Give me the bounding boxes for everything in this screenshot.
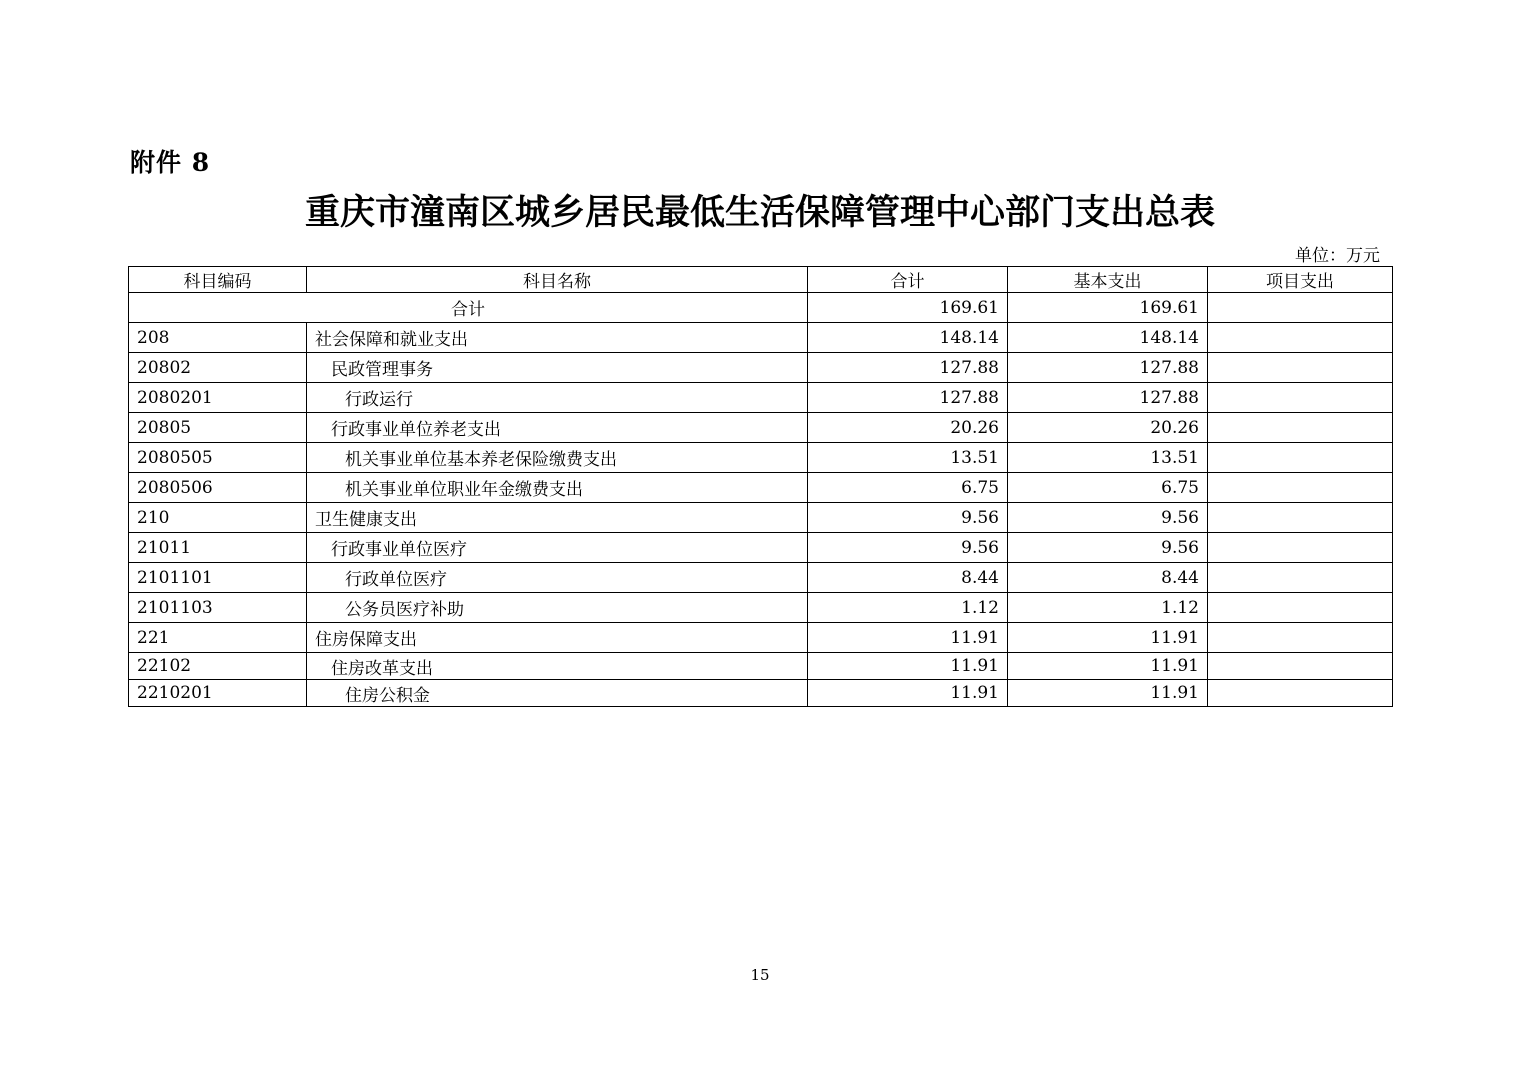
- attachment-label: 附件 8: [130, 148, 211, 177]
- row-project: [1208, 653, 1393, 680]
- row-basic: 127.88: [1008, 353, 1208, 383]
- row-code: 210: [129, 503, 307, 533]
- row-name: 住房改革支出: [307, 653, 808, 680]
- row-code: 2101101: [129, 563, 307, 593]
- table-row: [129, 443, 1393, 473]
- row-project: [1208, 473, 1393, 503]
- row-name: 公务员医疗补助: [307, 593, 808, 623]
- row-total: 11.91: [808, 653, 1008, 680]
- row-project: [1208, 623, 1393, 653]
- row-name: 住房保障支出: [307, 623, 808, 653]
- row-total: 6.75: [808, 473, 1008, 503]
- total-row: [129, 293, 1393, 323]
- table-header-row: [129, 267, 1393, 293]
- row-basic: 9.56: [1008, 533, 1208, 563]
- row-basic: 20.26: [1008, 413, 1208, 443]
- row-code: 2101103: [129, 593, 307, 623]
- row-name: 社会保障和就业支出: [307, 323, 808, 353]
- row-total: 13.51: [808, 443, 1008, 473]
- row-code: 20802: [129, 353, 307, 383]
- row-total: 11.91: [808, 623, 1008, 653]
- row-basic: 6.75: [1008, 473, 1208, 503]
- row-basic: 1.12: [1008, 593, 1208, 623]
- row-total: 8.44: [808, 563, 1008, 593]
- row-total: 9.56: [808, 533, 1008, 563]
- row-project: [1208, 503, 1393, 533]
- row-code: 2080505: [129, 443, 307, 473]
- row-total: 127.88: [808, 353, 1008, 383]
- row-project: [1208, 443, 1393, 473]
- row-basic: 148.14: [1008, 323, 1208, 353]
- total-amount: 169.61: [808, 293, 1008, 323]
- total-project: [1208, 293, 1393, 323]
- row-name: 行政事业单位医疗: [307, 533, 808, 563]
- table-row: [129, 653, 1393, 680]
- row-total: 20.26: [808, 413, 1008, 443]
- row-name: 机关事业单位基本养老保险缴费支出: [307, 443, 808, 473]
- expenditure-table: [128, 266, 1393, 707]
- row-total: 148.14: [808, 323, 1008, 353]
- row-basic: 9.56: [1008, 503, 1208, 533]
- table-row: [129, 473, 1393, 503]
- header-name: 科目名称: [307, 267, 808, 293]
- row-project: [1208, 383, 1393, 413]
- table-row: [129, 383, 1393, 413]
- table-row: [129, 323, 1393, 353]
- row-name: 卫生健康支出: [307, 503, 808, 533]
- row-basic: 11.91: [1008, 623, 1208, 653]
- table-row: [129, 563, 1393, 593]
- row-total: 127.88: [808, 383, 1008, 413]
- row-name: 行政运行: [307, 383, 808, 413]
- header-project: 项目支出: [1208, 267, 1393, 293]
- row-project: [1208, 563, 1393, 593]
- row-name: 民政管理事务: [307, 353, 808, 383]
- table-row: [129, 623, 1393, 653]
- row-code: 22102: [129, 653, 307, 680]
- row-basic: 8.44: [1008, 563, 1208, 593]
- page-title: 重庆市潼南区城乡居民最低生活保障管理中心部门支出总表: [304, 192, 1215, 233]
- row-basic: 11.91: [1008, 680, 1208, 707]
- total-label: 合计: [129, 293, 808, 323]
- row-basic: 127.88: [1008, 383, 1208, 413]
- table-row: [129, 353, 1393, 383]
- table-row: [129, 680, 1393, 707]
- row-total: 11.91: [808, 680, 1008, 707]
- row-name: 行政单位医疗: [307, 563, 808, 593]
- row-project: [1208, 680, 1393, 707]
- row-basic: 13.51: [1008, 443, 1208, 473]
- header-code: 科目编码: [129, 267, 307, 293]
- row-basic: 11.91: [1008, 653, 1208, 680]
- row-code: 208: [129, 323, 307, 353]
- unit-label: 单位：万元: [1295, 246, 1380, 266]
- header-basic: 基本支出: [1008, 267, 1208, 293]
- row-name: 住房公积金: [307, 680, 808, 707]
- row-code: 2080506: [129, 473, 307, 503]
- row-code: 20805: [129, 413, 307, 443]
- row-code: 21011: [129, 533, 307, 563]
- row-code: 2210201: [129, 680, 307, 707]
- row-project: [1208, 413, 1393, 443]
- row-name: 行政事业单位养老支出: [307, 413, 808, 443]
- table-row: [129, 503, 1393, 533]
- row-project: [1208, 353, 1393, 383]
- row-total: 9.56: [808, 503, 1008, 533]
- header-total: 合计: [808, 267, 1008, 293]
- row-code: 221: [129, 623, 307, 653]
- row-project: [1208, 593, 1393, 623]
- row-project: [1208, 323, 1393, 353]
- page-number: 15: [750, 966, 770, 984]
- total-basic: 169.61: [1008, 293, 1208, 323]
- table-row: [129, 593, 1393, 623]
- row-code: 2080201: [129, 383, 307, 413]
- table-row: [129, 413, 1393, 443]
- table-row: [129, 533, 1393, 563]
- row-total: 1.12: [808, 593, 1008, 623]
- row-name: 机关事业单位职业年金缴费支出: [307, 473, 808, 503]
- row-project: [1208, 533, 1393, 563]
